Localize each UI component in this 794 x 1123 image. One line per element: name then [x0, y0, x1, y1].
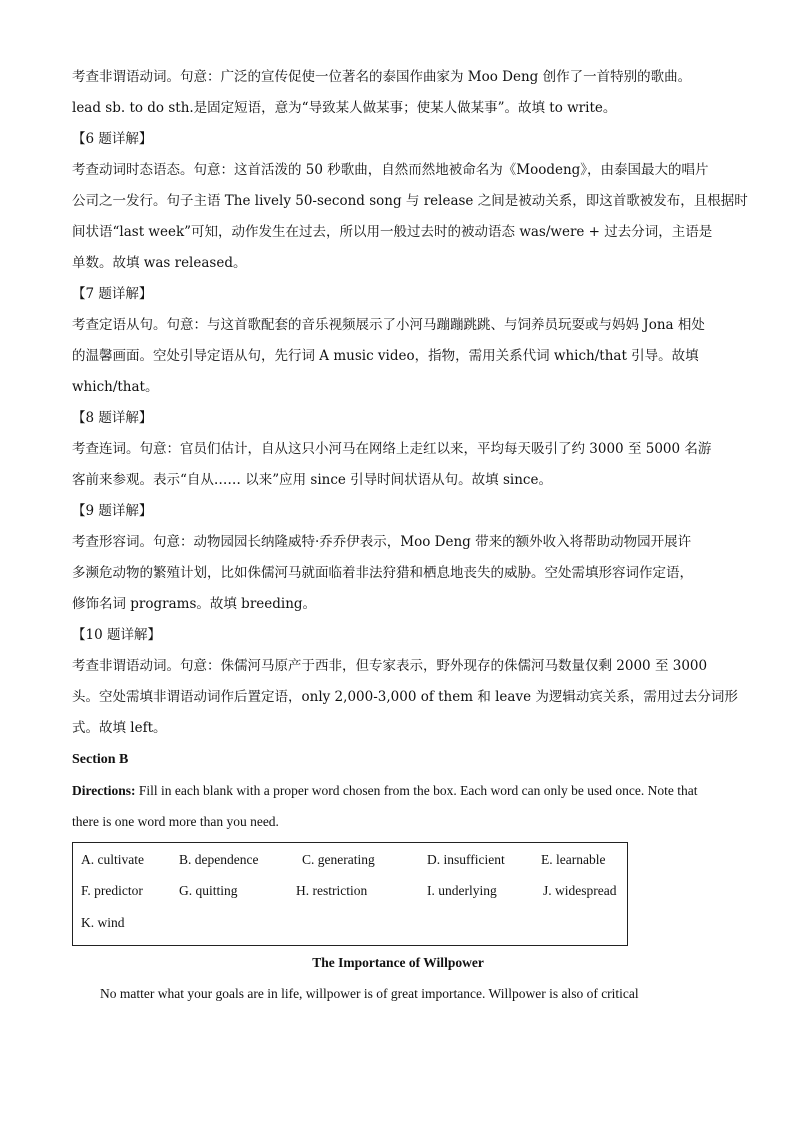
- word-option-j: J. widespread: [543, 883, 617, 898]
- q9-explanation-line-2: 多濒危动物的繁殖计划，比如侏儒河马就面临着非法狩猎和栖息地丧失的威胁。空处需填形容词作定语，: [72, 565, 693, 581]
- q5-explanation-line-2: lead sb. to do sth.是固定短语，意为“导致某人做某事；使某人做某事”。故填 to write。: [72, 100, 617, 116]
- q10-heading: 【10 题详解】: [72, 627, 161, 643]
- word-option-i: I. underlying: [427, 883, 497, 898]
- word-option-g: G. quitting: [179, 883, 238, 898]
- q10-explanation-line-3: 式。故填 left。: [72, 720, 167, 736]
- q9-explanation-line-3: 修饰名词 programs。故填 breeding。: [72, 596, 317, 612]
- word-option-k: K. wind: [81, 915, 125, 930]
- directions-line-1: [72, 775, 724, 806]
- q5-explanation-line-1: 考查非谓语动词。句意：广泛的宣传促使一位著名的泰国作曲家为 Moo Deng 创作了一首特别的歌曲。: [72, 69, 692, 85]
- q8-heading: 【8 题详解】: [72, 410, 153, 426]
- q7-explanation-line-2: 的温馨画面。空处引导定语从句，先行词 A music video，指物，需用关系代词 which/that 引导。故填: [72, 348, 699, 364]
- directions-label: Directions:: [72, 783, 136, 798]
- passage-title: The Importance of Willpower: [312, 955, 484, 970]
- word-option-b: B. dependence: [179, 852, 259, 867]
- word-option-f: F. predictor: [81, 883, 143, 898]
- q8-explanation-line-2: 客前来参观。表示“自从…… 以来”应用 since 引导时间状语从句。故填 since。: [72, 472, 552, 488]
- section-title: Section B: [72, 752, 129, 767]
- word-option-c: C. generating: [302, 852, 375, 867]
- q6-explanation-line-2: 公司之一发行。句子主语 The lively 50-second song 与 release 之间是被动关系，即这首歌被发布，且根据时: [72, 193, 748, 209]
- document-page: [72, 62, 748, 1005]
- q6-heading: 【6 题详解】: [72, 131, 153, 147]
- word-box: [72, 842, 628, 946]
- q10-explanation-line-1: 考查非谓语动词。句意：侏儒河马原产于西非，但专家表示，野外现存的侏儒河马数量仅剩 2000 至 3000: [72, 658, 708, 674]
- q7-explanation-line-3: which/that。: [72, 379, 159, 395]
- word-option-a: A. cultivate: [81, 852, 144, 867]
- directions-line-2: there is one word more than you need.: [72, 814, 279, 829]
- passage-first-line: No matter what your goals are in life, willpower is of great importance. Willpower is also of critical: [100, 986, 639, 1001]
- q9-explanation-line-1: 考查形容词。句意：动物园园长纳隆威特·乔乔伊表示，Moo Deng 带来的额外收入将帮助动物园开展许: [72, 534, 692, 550]
- directions-text: Fill in each blank with a proper word chosen from the box. Each word can only be used once. Note that: [135, 783, 698, 798]
- word-option-d: D. insufficient: [427, 852, 505, 867]
- q8-explanation-line-1: 考查连词。句意：官员们估计，自从这只小河马在网络上走红以来，平均每天吸引了约 3000 至 5000 名游: [72, 441, 712, 457]
- q9-heading: 【9 题详解】: [72, 503, 153, 519]
- q10-explanation-line-2: 头。空处需填非谓语动词作后置定语，only 2,000-3,000 of them 和 leave 为逻辑动宾关系，需用过去分词形: [72, 689, 738, 705]
- word-option-e: E. learnable: [541, 852, 606, 867]
- word-option-h: H. restriction: [296, 883, 368, 898]
- q7-heading: 【7 题详解】: [72, 286, 153, 302]
- q6-explanation-line-1: 考查动词时态语态。句意：这首活泼的 50 秒歌曲，自然而然地被命名为《Moodeng》，由泰国最大的唱片: [72, 162, 709, 178]
- q7-explanation-line-1: 考查定语从句。句意：与这首歌配套的音乐视频展示了小河马蹦蹦跳跳、与饲养员玩耍或与妈妈 Jona 相处: [72, 317, 705, 333]
- q6-explanation-line-3: 间状语“last week”可知，动作发生在过去，所以用一般过去时的被动语态 was/were + 过去分词，主语是: [72, 224, 713, 240]
- q6-explanation-line-4: 单数。故填 was released。: [72, 255, 247, 271]
